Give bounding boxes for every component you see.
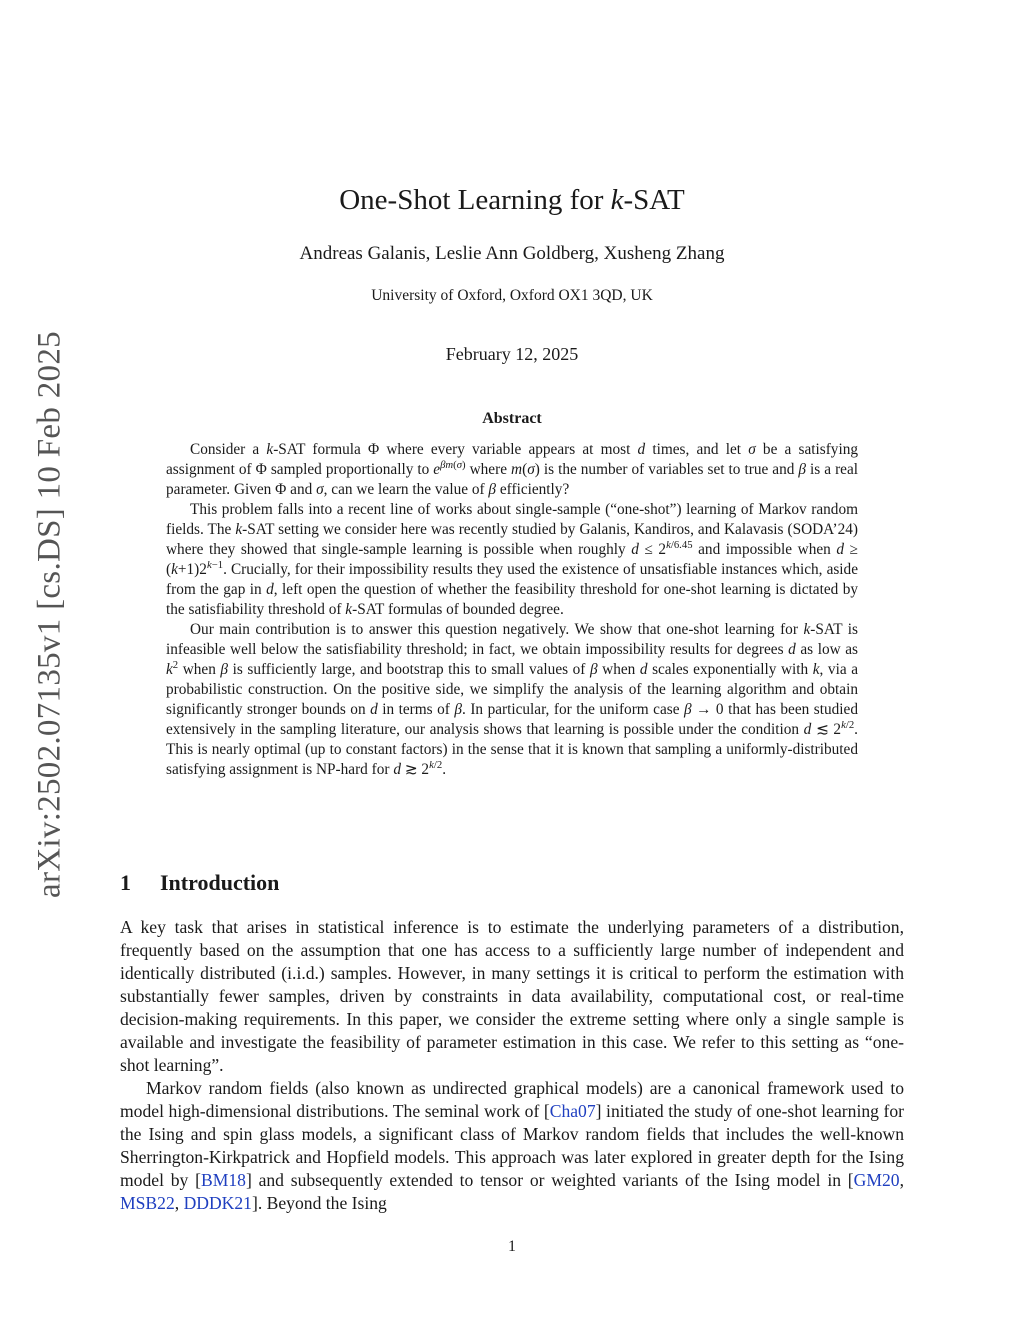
abstract-paragraph: This problem falls into a recent line of works about single-sample (“one-shot”) learning of Markov random fields. The k-SAT setting we consider here was recently studied by Galanis, Kandiros, and Kalavasis (SODA’24) where they showed that single-sample learning is possible when roughly $d \le 2^{k/6.45}$ and impossible when $d \ge (k+1)2^{k-1}$. Crucially, for their impossibility results they used the existence of unsatisfiable instances which, aside from the gap in d, left open the question of whether the feasibility threshold for one-shot learning is dictated by the satisfiability threshold of k-SAT formulas of bounded degree. xyxy=(166,501,859,618)
page-number: 1 xyxy=(508,1238,516,1255)
body-paragraph: Markov random fields (also known as undirected graphical models) are a canonical framework used to model high-dimensional distributions. The seminal work of [Cha07] initiated the study of one-shot learning for the Ising and spin glass models, a significant class of Markov random fields that includes the well-known Sherrington-Kirkpatrick and Hopfield models. This approach was later explored in greater depth for the Ising model by [BM18] and subsequently extended to tensor or weighted variants of the Ising model in [GM20, MSB22, DDDK21]. Beyond the Ising xyxy=(120,1078,905,1213)
affiliation: University of Oxford, Oxford OX1 3QD, UK xyxy=(371,287,653,304)
citation-link[interactable]: DDDK21 xyxy=(183,1193,252,1213)
abstract-paragraph: Consider a k-SAT formula Φ where every variable appears at most d times, and let σ be a satisfying assignment of Φ sampled proportionally to $e^{\beta m(\sigma)}$ where m(σ) is the number of variables set to true and β is a real parameter. Given Φ and σ, can we learn the value of β efficiently? xyxy=(166,441,858,498)
abstract-body xyxy=(166,440,858,780)
citation-link[interactable]: Cha07 xyxy=(549,1101,596,1121)
abstract-paragraph: Our main contribution is to answer this question negatively. We show that one-shot learning for k-SAT is infeasible well below the satisfiability threshold; in fact, we obtain impossibility results for degrees d as low as $k^2$ when β is sufficiently large, and bootstrap this to small values of β when d scales exponentially with k, via a probabilistic construction. On the positive side, we simplify the analysis of the learning algorithm and obtain significantly stronger bounds on d in terms of β. In particular, for the uniform case β → 0 that has been studied extensively in the sampling literature, our analysis shows that learning is possible under the condition d ≲ $2^{k/2}$. This is nearly optimal (up to constant factors) in the sense that it is known that sampling a uniformly-distributed satisfying assignment is NP-hard for d ≳ $2^{k/2}$. xyxy=(166,621,858,778)
paper-title: One-Shot Learning for k-SAT xyxy=(339,184,685,216)
citation-link[interactable]: GM20 xyxy=(853,1170,900,1190)
citation-link[interactable]: BM18 xyxy=(200,1170,246,1190)
arxiv-identifier: arXiv:2502.07135v1 [cs.DS] 10 Feb 2025 xyxy=(31,331,68,898)
citation-link[interactable]: MSB22 xyxy=(120,1193,175,1213)
section-heading: 1 Introduction xyxy=(120,870,280,895)
author-list: Andreas Galanis, Leslie Ann Goldberg, Xusheng Zhang xyxy=(299,243,725,264)
introduction-body xyxy=(120,916,904,1215)
publication-date: February 12, 2025 xyxy=(445,344,579,364)
abstract-heading: Abstract xyxy=(482,410,542,427)
body-paragraph: A key task that arises in statistical inference is to estimate the underlying parameters of a distribution, frequently based on the assumption that one has access to a sufficiently large number of independent and identically distributed (i.i.d.) samples. However, in many settings it is critical to perform the estimation with substantially fewer samples, driven by constraints in data availability, computational cost, or real-time decision-making requirements. In this paper, we consider the extreme setting where only a single sample is available and investigate the feasibility of parameter estimation in this case. We refer to this setting as “one-shot learning”. xyxy=(120,917,904,1075)
